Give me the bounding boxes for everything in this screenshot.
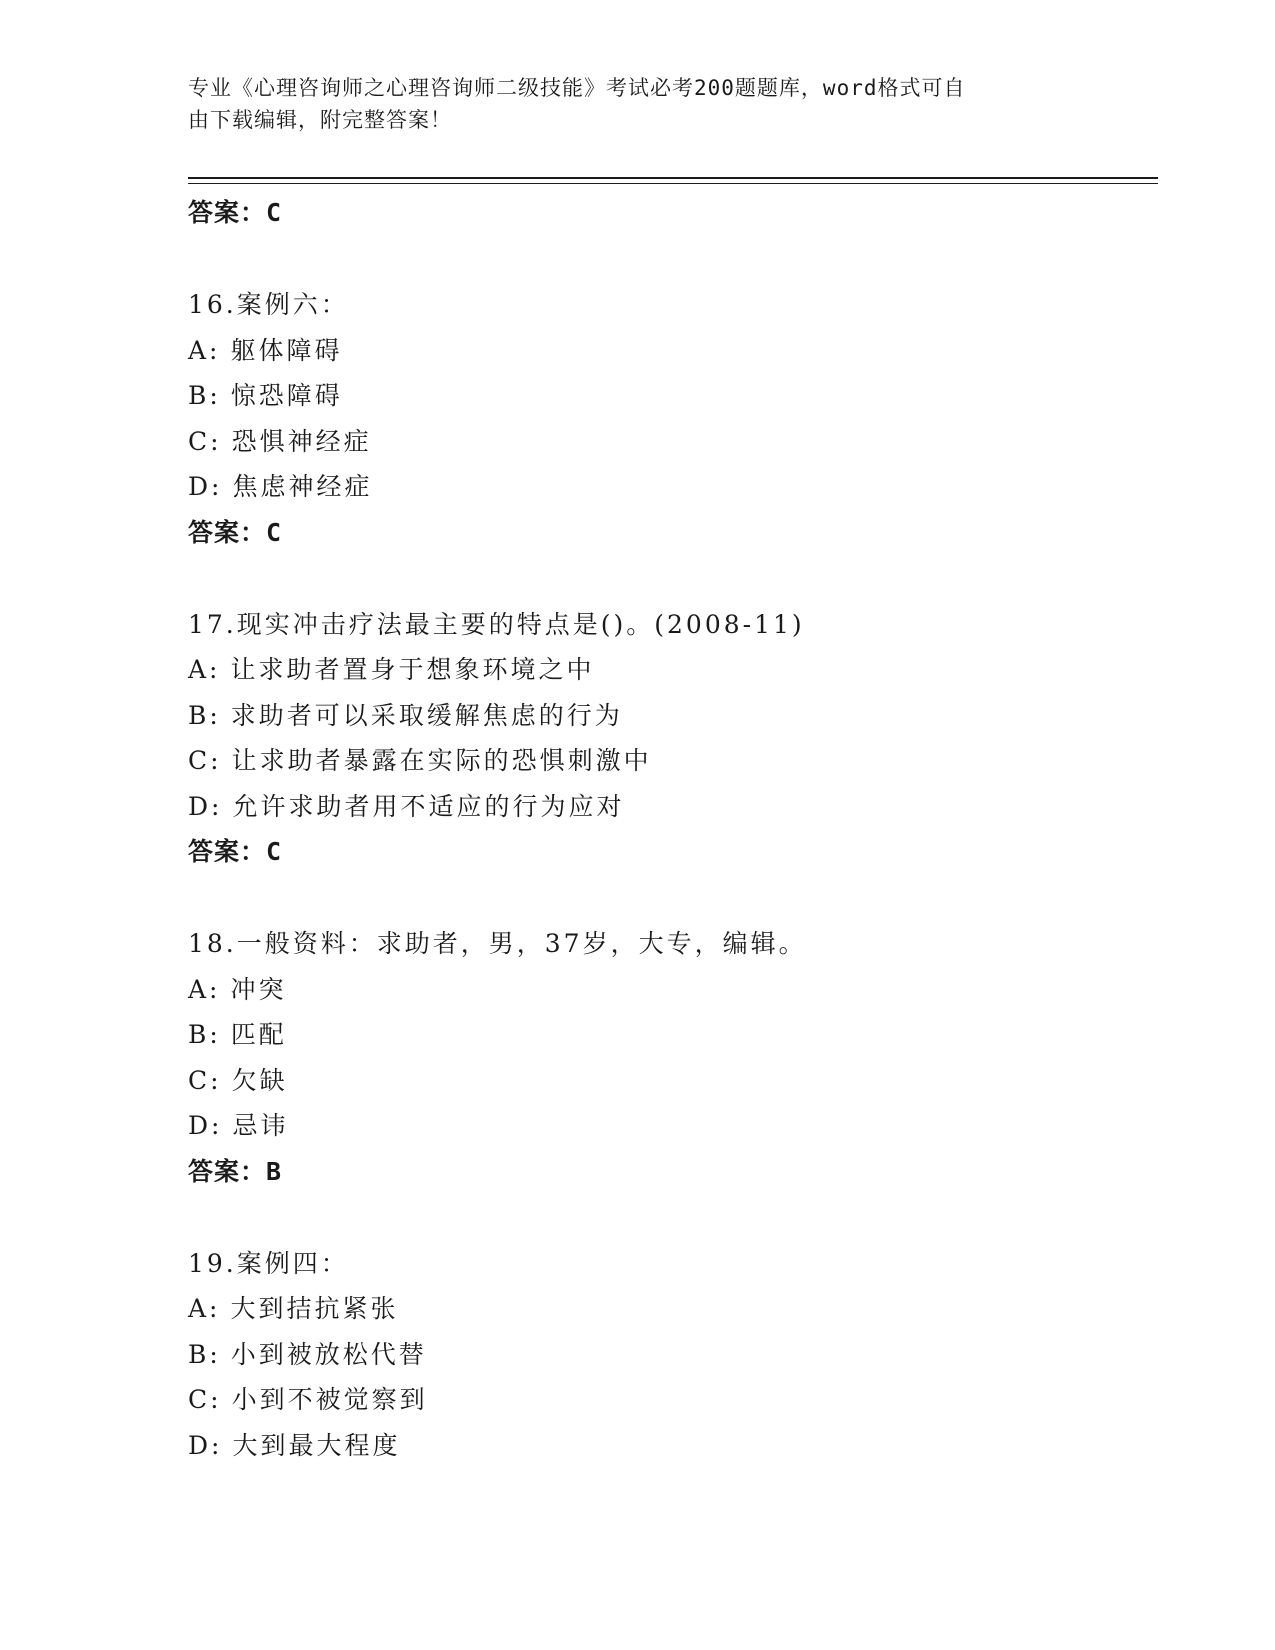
option-b [188,693,1158,739]
option-d [188,464,1158,510]
question-stem: 16.案例六： [188,290,349,319]
option-text: 冲突 [230,974,287,1004]
answer-line [188,1149,1158,1194]
option-c [188,419,1158,465]
answer-value: B [266,1156,283,1186]
header-line-1: 专业《心理咨询师之心理咨询师二级技能》考试必考200题题库，word格式可自 [188,76,966,100]
option-c [188,1377,1158,1423]
option-letter: B: [188,1020,221,1049]
option-letter: D: [188,791,223,821]
option-b [188,1332,1158,1378]
question-block [188,921,1158,1194]
question-block [188,282,1158,555]
option-a [188,647,1158,693]
answer-line [188,190,1158,235]
option-letter: D: [188,1430,223,1460]
option-text: 小到不被觉察到 [231,1385,428,1414]
option-letter: A: [188,1294,221,1323]
option-text: 焦虑神经症 [232,472,373,501]
document-header [188,72,1088,136]
option-letter: B: [188,700,221,730]
option-text: 允许求助者用不适应的行为应对 [232,791,625,821]
option-text: 惊恐障碍 [230,381,343,410]
option-d [188,1423,1158,1469]
option-a [188,1286,1158,1332]
option-letter: C: [188,426,222,456]
question-list [188,190,1158,1468]
option-text: 躯体障碍 [230,335,343,365]
header-line-2: 由下载编辑，附完整答案！ [188,108,452,132]
answer-value: C [266,517,283,547]
option-text: 小到被放松代替 [230,1339,427,1369]
question-block [188,1241,1158,1469]
answer-label: 答案： [188,1156,267,1186]
question-block [188,602,1158,875]
question-stem: 17.现实冲击疗法最主要的特点是()。(2008-11) [188,609,805,639]
option-text: 忌讳 [232,1111,289,1140]
answer-line [188,829,1158,874]
header-divider-thin [188,183,1158,184]
option-letter: C: [188,1065,222,1095]
answer-label: 答案： [188,837,267,866]
option-letter: C: [188,746,222,775]
option-text: 让求助者置身于想象环境之中 [230,655,595,684]
option-a [188,967,1158,1013]
answer-line [188,510,1158,555]
option-text: 让求助者暴露在实际的恐惧刺激中 [231,746,652,775]
option-letter: B: [188,1339,221,1369]
answer-value: C [266,198,283,227]
answer-label: 答案： [188,517,267,547]
option-letter: A: [188,655,221,684]
option-text: 大到拮抗紧张 [230,1294,399,1323]
option-d [188,784,1158,830]
answer-label: 答案： [188,198,267,227]
option-text: 恐惧神经症 [231,426,372,456]
question-stem: 19.案例四： [188,1248,349,1278]
option-letter: A: [188,335,221,365]
question-stem: 18.一般资料：求助者，男，37岁，大专，编辑。 [188,929,807,958]
answer-value: C [266,837,283,866]
option-text: 欠缺 [231,1065,288,1095]
option-text: 求助者可以采取缓解焦虑的行为 [230,700,623,730]
option-letter: D: [188,472,223,501]
option-text: 匹配 [230,1020,287,1049]
option-letter: B: [188,381,221,410]
option-text: 大到最大程度 [232,1430,401,1460]
option-c [188,738,1158,784]
option-d [188,1103,1158,1149]
option-letter: D: [188,1111,223,1140]
option-a [188,328,1158,374]
option-b [188,1012,1158,1058]
option-letter: C: [188,1385,222,1414]
option-b [188,373,1158,419]
option-c [188,1058,1158,1104]
option-letter: A: [188,974,221,1004]
header-divider-thick [188,177,1158,179]
